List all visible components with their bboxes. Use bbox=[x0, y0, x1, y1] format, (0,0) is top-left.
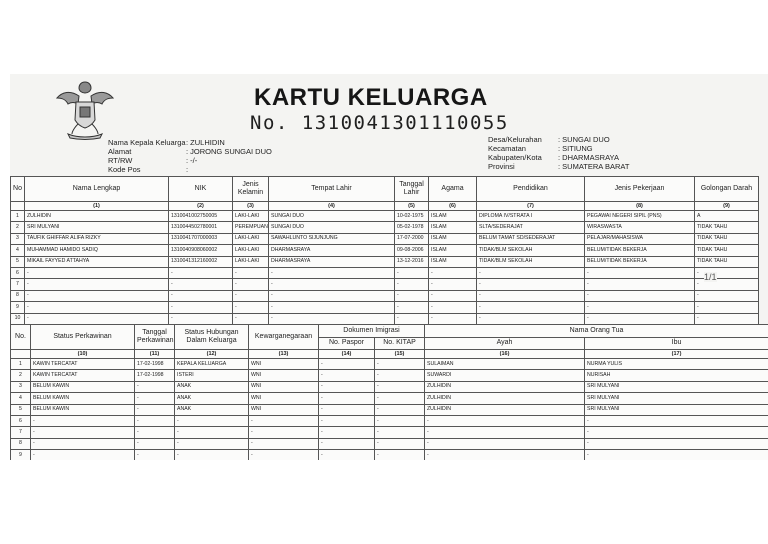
table-cell: - bbox=[695, 290, 759, 301]
table-cell: - bbox=[169, 313, 233, 324]
header2-marital-status: Status Perkawinan bbox=[31, 325, 135, 350]
colnum: (4) bbox=[269, 202, 395, 211]
table-cell: NURISAH bbox=[585, 370, 768, 381]
table-cell: BELUM TAMAT SD/SEDERAJAT bbox=[477, 233, 585, 244]
colnum bbox=[11, 350, 31, 359]
family-card-document bbox=[10, 74, 768, 460]
document-title: KARTU KELUARGA bbox=[254, 84, 488, 111]
colnum: (16) bbox=[425, 350, 585, 359]
table-cell: 1 bbox=[11, 211, 25, 222]
header2-marriage-date: Tanggal Perkawinan bbox=[135, 325, 175, 350]
table-cell: - bbox=[319, 427, 375, 438]
table-cell: - bbox=[31, 438, 135, 449]
table-cell: - bbox=[375, 381, 425, 392]
district-label: Kecamatan bbox=[488, 144, 526, 153]
table-cell: BELUM/TIDAK BEKERJA bbox=[585, 256, 695, 267]
header2-passport: No. Paspor bbox=[319, 337, 375, 350]
table-cell: - bbox=[585, 290, 695, 301]
table-row bbox=[11, 267, 759, 278]
table-cell: - bbox=[249, 415, 319, 426]
table-cell: - bbox=[135, 427, 175, 438]
colnum: (14) bbox=[319, 350, 375, 359]
table-cell: - bbox=[169, 290, 233, 301]
table-cell: 4 bbox=[11, 393, 31, 404]
table-cell: ANAK bbox=[175, 404, 249, 415]
table-cell: ISLAM bbox=[429, 245, 477, 256]
table-cell: ANAK bbox=[175, 381, 249, 392]
table-cell: SRI MULYANI bbox=[585, 381, 768, 392]
table-cell: 05-02-1978 bbox=[395, 222, 429, 233]
table-cell: PEREMPUAN bbox=[233, 222, 269, 233]
colnum: (10) bbox=[31, 350, 135, 359]
garuda-emblem-icon bbox=[54, 76, 116, 140]
table-cell: 7 bbox=[11, 427, 31, 438]
table-cell: - bbox=[249, 427, 319, 438]
table2-header-row-1 bbox=[11, 325, 768, 338]
table-cell: - bbox=[233, 290, 269, 301]
table-cell: - bbox=[175, 415, 249, 426]
header2-kitap: No. KITAP bbox=[375, 337, 425, 350]
table-cell: 1310041312160002 bbox=[169, 256, 233, 267]
table-cell: - bbox=[477, 302, 585, 313]
table-cell: - bbox=[25, 279, 169, 290]
table-cell: LAKI-LAKI bbox=[233, 211, 269, 222]
table-cell: A bbox=[695, 211, 759, 222]
table-cell: NURMA YULIS bbox=[585, 359, 768, 370]
table-row bbox=[11, 450, 768, 460]
table-cell: ANAK bbox=[175, 393, 249, 404]
colnum: (1) bbox=[25, 202, 169, 211]
postal-code-value: : bbox=[186, 165, 189, 174]
table-cell: 1310041002750005 bbox=[169, 211, 233, 222]
table2-body bbox=[11, 359, 768, 461]
table-cell: - bbox=[429, 302, 477, 313]
table-cell: - bbox=[319, 393, 375, 404]
table-cell: - bbox=[135, 404, 175, 415]
table-cell: ISLAM bbox=[429, 256, 477, 267]
table1-header-row bbox=[11, 177, 759, 202]
header2-citizenship: Kewarganegaraan bbox=[249, 325, 319, 350]
table-cell: WNI bbox=[249, 370, 319, 381]
table-cell: WNI bbox=[249, 404, 319, 415]
colnum: (5) bbox=[395, 202, 429, 211]
table-cell: 5 bbox=[11, 404, 31, 415]
table-cell: 17-02-1998 bbox=[135, 359, 175, 370]
rt-rw-label: RT/RW bbox=[108, 156, 133, 165]
table-row bbox=[11, 393, 768, 404]
table-cell: SRI MULYANI bbox=[585, 393, 768, 404]
table-cell: DIPLOMA IV/STRATA I bbox=[477, 211, 585, 222]
table-row bbox=[11, 427, 768, 438]
table-cell: TIDAK/BLM SEKOLAH bbox=[477, 256, 585, 267]
table-cell: SRI MULYANI bbox=[25, 222, 169, 233]
header-religion: Agama bbox=[429, 177, 477, 202]
table-cell: KAWIN TERCATAT bbox=[31, 359, 135, 370]
table-cell: 6 bbox=[11, 267, 25, 278]
table-cell: - bbox=[135, 438, 175, 449]
table-cell: 4 bbox=[11, 245, 25, 256]
header2-mother: Ibu bbox=[585, 337, 768, 350]
table-cell: - bbox=[375, 450, 425, 460]
village-label: Desa/Kelurahan bbox=[488, 135, 542, 144]
table-cell: DHARMASRAYA bbox=[269, 256, 395, 267]
table-cell: - bbox=[233, 267, 269, 278]
table-cell: - bbox=[585, 438, 768, 449]
header2-no: No. bbox=[11, 325, 31, 350]
table-cell: - bbox=[585, 427, 768, 438]
table-row bbox=[11, 222, 759, 233]
table-cell: - bbox=[395, 290, 429, 301]
table-cell: - bbox=[249, 438, 319, 449]
table-cell: 6 bbox=[11, 415, 31, 426]
regency-label: Kabupaten/Kota bbox=[488, 153, 542, 162]
table-cell: - bbox=[135, 450, 175, 460]
colnum: (7) bbox=[477, 202, 585, 211]
table-cell: - bbox=[175, 427, 249, 438]
table-cell: - bbox=[375, 404, 425, 415]
table-cell: - bbox=[477, 279, 585, 290]
table-row bbox=[11, 302, 759, 313]
table-row bbox=[11, 211, 759, 222]
header-blood-type: Golongan Darah bbox=[695, 177, 759, 202]
table-cell: SULAIMAN bbox=[425, 359, 585, 370]
table-cell: 5 bbox=[11, 256, 25, 267]
table-cell: SRI MULYANI bbox=[585, 404, 768, 415]
colnum: (6) bbox=[429, 202, 477, 211]
table-cell: 1310044502780001 bbox=[169, 222, 233, 233]
table-cell: BELUM KAWIN bbox=[31, 381, 135, 392]
table-cell: SLTA/SEDERAJAT bbox=[477, 222, 585, 233]
head-of-family-value: : ZULHIDIN bbox=[186, 138, 225, 147]
table-cell: - bbox=[425, 450, 585, 460]
table-cell: - bbox=[477, 290, 585, 301]
table-cell: 3 bbox=[11, 381, 31, 392]
table-cell: - bbox=[135, 415, 175, 426]
family-members-table bbox=[10, 176, 759, 325]
table-cell: - bbox=[135, 381, 175, 392]
table-row bbox=[11, 415, 768, 426]
header2-family-relation: Status Hubungan Dalam Keluarga bbox=[175, 325, 249, 350]
table-cell: 7 bbox=[11, 279, 25, 290]
table-row bbox=[11, 313, 759, 324]
table-cell: - bbox=[25, 313, 169, 324]
table-row bbox=[11, 233, 759, 244]
table-cell: - bbox=[319, 370, 375, 381]
table1-body bbox=[11, 211, 759, 325]
table-cell: - bbox=[25, 267, 169, 278]
colnum: (11) bbox=[135, 350, 175, 359]
colnum: (15) bbox=[375, 350, 425, 359]
table-cell: - bbox=[375, 370, 425, 381]
table-cell: PELAJAR/MAHASISWA bbox=[585, 233, 695, 244]
table-cell: - bbox=[319, 415, 375, 426]
header2-father: Ayah bbox=[425, 337, 585, 350]
table-cell: 1 bbox=[11, 359, 31, 370]
table-cell: - bbox=[249, 450, 319, 460]
table-cell: LAKI-LAKI bbox=[233, 245, 269, 256]
header-education: Pendidikan bbox=[477, 177, 585, 202]
regency-value: : DHARMASRAYA bbox=[558, 153, 619, 162]
table-cell: 17-02-1998 bbox=[135, 370, 175, 381]
rt-rw-value: : -/- bbox=[186, 156, 198, 165]
table-cell: - bbox=[319, 381, 375, 392]
table-row bbox=[11, 245, 759, 256]
table-cell: 13-12-2016 bbox=[395, 256, 429, 267]
table-cell: - bbox=[429, 313, 477, 324]
table-row bbox=[11, 359, 768, 370]
table-cell: - bbox=[169, 279, 233, 290]
table-cell: - bbox=[695, 313, 759, 324]
document-number: No. 1310041301110055 bbox=[250, 112, 509, 134]
colnum: (12) bbox=[175, 350, 249, 359]
table1-column-numbers bbox=[11, 202, 759, 211]
table-cell: - bbox=[175, 450, 249, 460]
table-cell: KAWIN TERCATAT bbox=[31, 370, 135, 381]
colnum bbox=[11, 202, 25, 211]
head-of-family-label: Nama Kepala Keluarga bbox=[108, 138, 186, 147]
table-cell: - bbox=[425, 438, 585, 449]
table-row bbox=[11, 438, 768, 449]
table-cell: - bbox=[429, 267, 477, 278]
table-cell: MIKAIL FAYYED ATTAHYA bbox=[25, 256, 169, 267]
table-cell: 9 bbox=[11, 302, 25, 313]
table-cell: 8 bbox=[11, 438, 31, 449]
table2-column-numbers bbox=[11, 350, 768, 359]
table-cell: - bbox=[269, 302, 395, 313]
table-cell: - bbox=[269, 267, 395, 278]
table-cell: - bbox=[25, 290, 169, 301]
table-cell: KEPALA KELUARGA bbox=[175, 359, 249, 370]
table-cell: WNI bbox=[249, 359, 319, 370]
village-value: : SUNGAI DUO bbox=[558, 135, 610, 144]
table-cell: ISLAM bbox=[429, 211, 477, 222]
table-cell: - bbox=[375, 393, 425, 404]
address-value: : JORONG SUNGAI DUO bbox=[186, 147, 272, 156]
table-cell: - bbox=[269, 290, 395, 301]
table-cell: - bbox=[25, 302, 169, 313]
table-cell: - bbox=[135, 393, 175, 404]
table-cell: - bbox=[233, 313, 269, 324]
table-cell: - bbox=[395, 313, 429, 324]
table-cell: - bbox=[319, 450, 375, 460]
table-cell: ISTERI bbox=[175, 370, 249, 381]
table-cell: - bbox=[585, 302, 695, 313]
province-label: Provinsi bbox=[488, 162, 515, 171]
table-cell: 10-02-1975 bbox=[395, 211, 429, 222]
header-birthplace: Tempat Lahir bbox=[269, 177, 395, 202]
table-cell: TIDAK TAHU bbox=[695, 222, 759, 233]
table-cell: TAUFIK GHIFFAR ALIFA RIZKY bbox=[25, 233, 169, 244]
table-cell: BELUM/TIDAK BEKERJA bbox=[585, 245, 695, 256]
table-cell: - bbox=[585, 450, 768, 460]
table-cell: - bbox=[31, 415, 135, 426]
table-cell: LAKI-LAKI bbox=[233, 256, 269, 267]
header-nik: NIK bbox=[169, 177, 233, 202]
table-cell: TIDAK TAHU bbox=[695, 233, 759, 244]
table-row bbox=[11, 404, 768, 415]
table-cell: TIDAK/BLM SEKOLAH bbox=[477, 245, 585, 256]
header-gender: Jenis Kelamin bbox=[233, 177, 269, 202]
table-cell: - bbox=[585, 279, 695, 290]
table-cell: 2 bbox=[11, 370, 31, 381]
table-cell: - bbox=[477, 267, 585, 278]
table-cell: BELUM KAWIN bbox=[31, 404, 135, 415]
table-cell: SUWARDI bbox=[425, 370, 585, 381]
table-cell: WNI bbox=[249, 381, 319, 392]
table-cell: - bbox=[477, 313, 585, 324]
table-cell: 3 bbox=[11, 233, 25, 244]
table-cell: 1310041707000003 bbox=[169, 233, 233, 244]
header2-immigration-docs: Dokumen Imigrasi bbox=[319, 325, 425, 338]
table-cell: TIDAK TAHU bbox=[695, 256, 759, 267]
table-row bbox=[11, 381, 768, 392]
table-cell: - bbox=[395, 302, 429, 313]
table-row bbox=[11, 256, 759, 267]
table-cell: - bbox=[585, 415, 768, 426]
table-cell: BELUM KAWIN bbox=[31, 393, 135, 404]
table-row bbox=[11, 290, 759, 301]
table-cell: - bbox=[395, 279, 429, 290]
table-cell: - bbox=[695, 279, 759, 290]
header2-parents-names: Nama Orang Tua bbox=[425, 325, 768, 338]
postal-code-label: Kode Pos bbox=[108, 165, 141, 174]
table-cell: 9 bbox=[11, 450, 31, 460]
header-birthdate: Tanggal Lahir bbox=[395, 177, 429, 202]
table-cell: - bbox=[429, 279, 477, 290]
table-cell: - bbox=[319, 404, 375, 415]
table-cell: - bbox=[233, 279, 269, 290]
colnum: (13) bbox=[249, 350, 319, 359]
table-cell: ISLAM bbox=[429, 222, 477, 233]
table-cell: - bbox=[429, 290, 477, 301]
table-cell: - bbox=[375, 415, 425, 426]
table-cell: SUNGAI DUO bbox=[269, 211, 395, 222]
table-cell: TIDAK TAHU bbox=[695, 245, 759, 256]
table-cell: - bbox=[585, 313, 695, 324]
table-cell: - bbox=[31, 450, 135, 460]
page-indicator: 1/1 bbox=[704, 272, 717, 282]
table-cell: 10 bbox=[11, 313, 25, 324]
colnum: (3) bbox=[233, 202, 269, 211]
header-full-name: Nama Lengkap bbox=[25, 177, 169, 202]
address-label: Alamat bbox=[108, 147, 132, 156]
table-cell: SUNGAI DUO bbox=[269, 222, 395, 233]
header-occupation: Jenis Pekerjaan bbox=[585, 177, 695, 202]
table-cell: 2 bbox=[11, 222, 25, 233]
table-cell: - bbox=[31, 427, 135, 438]
colnum: (2) bbox=[169, 202, 233, 211]
table-cell: - bbox=[319, 359, 375, 370]
table-cell: MUHAMMAD HAMIDO SADIQ bbox=[25, 245, 169, 256]
table-cell: - bbox=[233, 302, 269, 313]
table-cell: - bbox=[269, 313, 395, 324]
table-cell: 17-07-2000 bbox=[395, 233, 429, 244]
table-cell: - bbox=[375, 427, 425, 438]
table-cell: WIRASWASTA bbox=[585, 222, 695, 233]
table-cell: - bbox=[375, 438, 425, 449]
table-cell: - bbox=[169, 267, 233, 278]
table-cell: - bbox=[319, 438, 375, 449]
table-cell: SAWAHLUNTO SIJUNJUNG bbox=[269, 233, 395, 244]
table-cell: 09-08-2006 bbox=[395, 245, 429, 256]
table-row bbox=[11, 370, 768, 381]
table-cell: - bbox=[695, 267, 759, 278]
colnum: (9) bbox=[695, 202, 759, 211]
table-cell: - bbox=[695, 302, 759, 313]
province-value: : SUMATERA BARAT bbox=[558, 162, 630, 171]
family-status-table bbox=[10, 324, 768, 460]
table-cell: - bbox=[175, 438, 249, 449]
table-cell: WNI bbox=[249, 393, 319, 404]
header-no: No bbox=[11, 177, 25, 202]
district-value: : SITIUNG bbox=[558, 144, 593, 153]
table-cell: - bbox=[169, 302, 233, 313]
table-cell: LAKI-LAKI bbox=[233, 233, 269, 244]
table-cell: ZULHIDIN bbox=[25, 211, 169, 222]
table-cell: DHARMASRAYA bbox=[269, 245, 395, 256]
table-cell: ISLAM bbox=[429, 233, 477, 244]
table-cell: 1310040908060002 bbox=[169, 245, 233, 256]
table-row bbox=[11, 279, 759, 290]
colnum: (8) bbox=[585, 202, 695, 211]
colnum: (17) bbox=[585, 350, 768, 359]
table-cell: 8 bbox=[11, 290, 25, 301]
table-cell: - bbox=[395, 267, 429, 278]
table-cell: ZULHIDIN bbox=[425, 404, 585, 415]
table-cell: ZULHIDIN bbox=[425, 393, 585, 404]
table-cell: - bbox=[585, 267, 695, 278]
table-cell: ZULHIDIN bbox=[425, 381, 585, 392]
table-cell: - bbox=[269, 279, 395, 290]
table-cell: - bbox=[375, 359, 425, 370]
table-cell: PEGAWAI NEGERI SIPIL (PNS) bbox=[585, 211, 695, 222]
table-cell: - bbox=[425, 427, 585, 438]
table-cell: - bbox=[425, 415, 585, 426]
